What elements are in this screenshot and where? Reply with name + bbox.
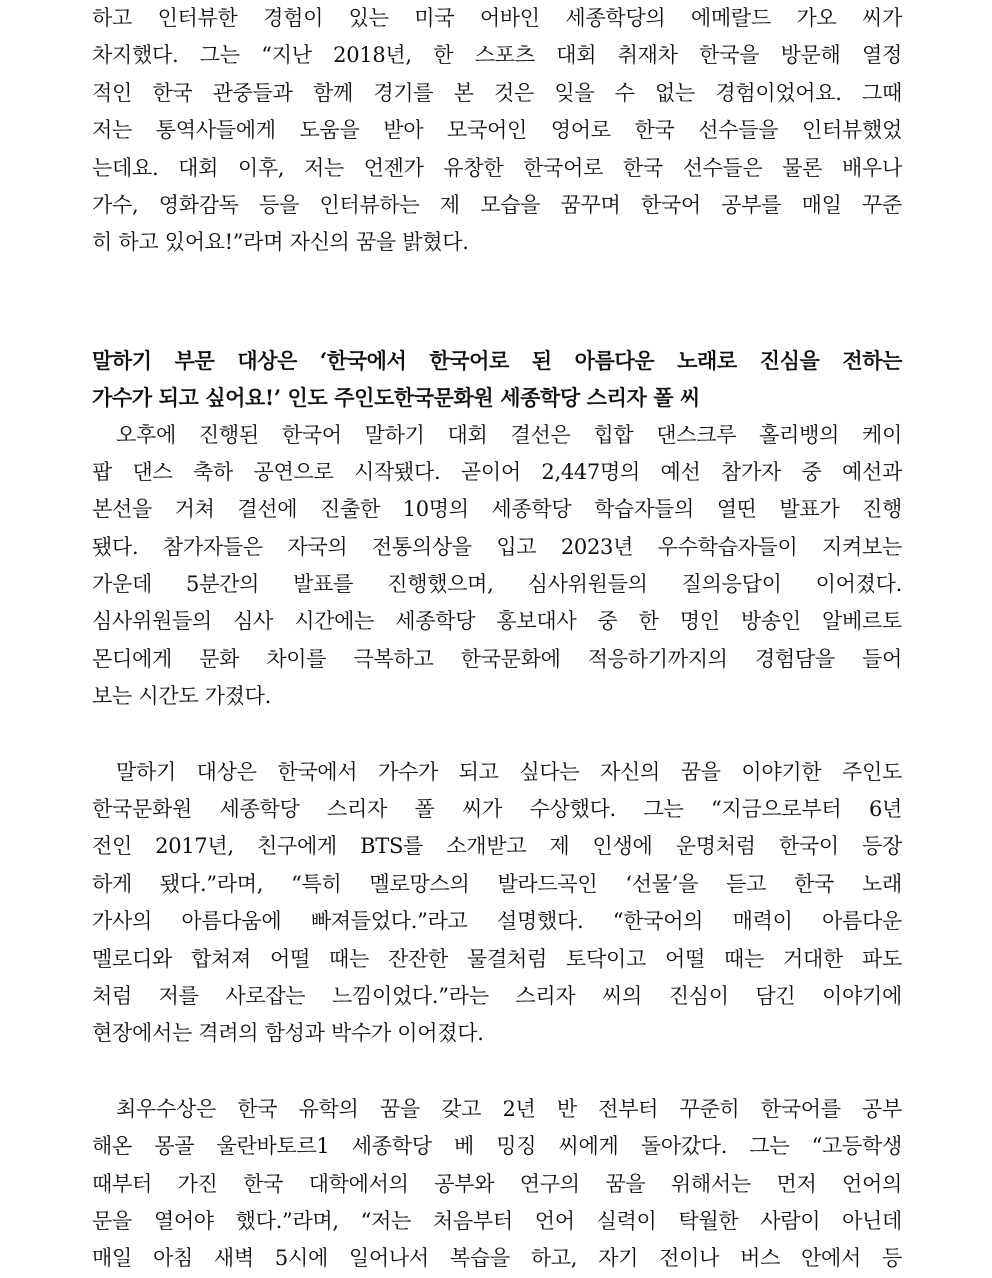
text-line: 됐다. 참가자들은 자국의 전통의상을 입고 2023년 우수학습자들이 지켜보는 bbox=[92, 534, 902, 559]
text-line: 한국문화원 세종학당 스리자 폴 씨가 수상했다. 그는 “지금으로부터 6년 bbox=[92, 797, 902, 822]
section-heading bbox=[92, 342, 902, 417]
text-line: 차지했다. 그는 “지난 2018년, 한 스포츠 대회 취재차 한국을 방문해 열정 bbox=[92, 43, 902, 68]
heading-line: 가수가 되고 싶어요!’ 인도 주인도한국문화원 세종학당 스리자 폴 씨 bbox=[92, 385, 700, 411]
text-line: 팝 댄스 축하 공연으로 시작됐다. 곧이어 2,447명의 예선 참가자 중 예선과 bbox=[92, 459, 902, 484]
text-line: 보는 시간도 가졌다. bbox=[92, 684, 272, 709]
text-line: 말하기 대상은 한국에서 가수가 되고 싶다는 자신의 꿈을 이야기한 주인도 bbox=[116, 759, 902, 784]
paragraph-grand-prize bbox=[92, 754, 902, 1053]
text-line: 오후에 진행된 한국어 말하기 대회 결선은 힙합 댄스크루 홀리뱅의 케이 bbox=[116, 422, 902, 447]
spacer bbox=[92, 262, 902, 342]
paragraph-final-round bbox=[92, 417, 902, 716]
text-line: 는데요. 대회 이후, 저는 언젠가 유창한 한국어로 한국 선수들은 물론 배우나 bbox=[92, 155, 902, 180]
text-line: 가운데 5분간의 발표를 진행했으며, 심사위원들의 질의응답이 이어졌다. bbox=[92, 572, 902, 597]
text-line: 하게 됐다.”라며, “특히 멜로망스의 발라드곡인 ‘선물’을 듣고 한국 노래 bbox=[92, 871, 902, 896]
spacer bbox=[92, 1053, 902, 1091]
paragraph-emerald-gao bbox=[92, 0, 902, 262]
text-line: 때부터 가진 한국 대학에서의 공부와 연구의 꿈을 위해서는 먼저 언어의 bbox=[92, 1171, 902, 1196]
text-line: 심사위원들의 심사 시간에는 세종학당 홍보대사 중 한 명인 방송인 알베르토 bbox=[92, 609, 902, 634]
text-line: 매일 아침 새벽 5시에 일어나서 복습을 하고, 자기 전이나 버스 안에서 등 bbox=[92, 1246, 902, 1271]
text-line: 해온 몽골 울란바토르1 세종학당 베 밍징 씨에게 돌아갔다. 그는 “고등학생 bbox=[92, 1134, 902, 1159]
text-line: 저는 통역사들에게 도움을 받아 모국어인 영어로 한국 선수들을 인터뷰했었 bbox=[92, 118, 902, 143]
text-line: 현장에서는 격려의 함성과 박수가 이어졌다. bbox=[92, 1021, 484, 1046]
text-line: 본선을 거쳐 결선에 진출한 10명의 세종학당 학습자들의 열띤 발표가 진행 bbox=[92, 497, 902, 522]
text-line: 처럼 저를 사로잡는 느낌이었다.”라는 스리자 씨의 진심이 담긴 이야기에 bbox=[92, 983, 902, 1008]
paragraph-excellence-award bbox=[92, 1091, 902, 1278]
article-body bbox=[92, 0, 902, 1278]
text-line: 가수, 영화감독 등을 인터뷰하는 제 모습을 꿈꾸며 한국어 공부를 매일 꾸준 bbox=[92, 192, 902, 217]
text-line: 가사의 아름다움에 빠져들었다.”라고 설명했다. “한국어의 매력이 아름다운 bbox=[92, 909, 902, 934]
spacer bbox=[92, 716, 902, 754]
text-line: 몬디에게 문화 차이를 극복하고 한국문화에 적응하기까지의 경험담을 들어 bbox=[92, 646, 902, 671]
text-line: 문을 열어야 했다.”라며, “저는 처음부터 언어 실력이 탁월한 사람이 아닌데 bbox=[92, 1208, 902, 1233]
text-line: 적인 한국 관중들과 함께 경기를 본 것은 잊을 수 없는 경험이었어요. 그때 bbox=[92, 80, 902, 105]
text-line: 멜로디와 합쳐져 어떨 때는 잔잔한 물결처럼 토닥이고 어떨 때는 거대한 파도 bbox=[92, 946, 902, 971]
heading-line: 말하기 부문 대상은 ‘한국에서 한국어로 된 아름다운 노래로 진심을 전하는 bbox=[92, 347, 902, 373]
text-line: 하고 인터뷰한 경험이 있는 미국 어바인 세종학당의 에메랄드 가오 씨가 bbox=[92, 6, 902, 30]
text-line: 히 하고 있어요!”라며 자신의 꿈을 밝혔다. bbox=[92, 230, 469, 255]
text-line: 최우수상은 한국 유학의 꿈을 갖고 2년 반 전부터 꾸준히 한국어를 공부 bbox=[116, 1096, 902, 1121]
text-line: 전인 2017년, 친구에게 BTS를 소개받고 제 인생에 운명처럼 한국이 등장 bbox=[92, 834, 902, 859]
